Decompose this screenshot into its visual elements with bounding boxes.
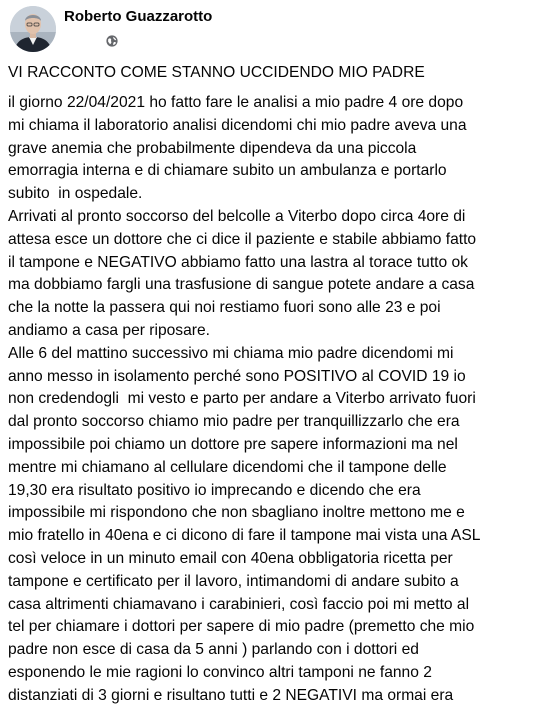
globe-icon: [106, 35, 118, 47]
post-text-line: mi chiama il laboratorio analisi dicendomi chi mio padre aveva una: [8, 116, 467, 134]
profile-photo: [10, 6, 56, 52]
post-text-line: il tampone e NEGATIVO abbiamo fatto una lastra al torace tutto ok: [8, 253, 468, 271]
post-text-line: emorragia interna e di chiamare subito un ambulanza e portarlo: [8, 162, 447, 180]
post-text-line: dal pronto soccorso chiamo mio padre per tranquillizzarlo che era: [8, 413, 460, 431]
post-text-line: non credendogli mi vesto e parto per andare a Viterbo arrivato fuori: [8, 390, 476, 408]
post-text-line: 19,30 era risultato positivo io imprecando e dicendo che era: [8, 481, 421, 499]
post-text-line: che la notte la passera qui noi restiamo fuori sono alle 23 e poi: [8, 299, 441, 317]
author-name[interactable]: Roberto Guazzarotto: [64, 8, 213, 25]
post-privacy: [106, 34, 118, 52]
post-text-line: mentre mi chiamano al cellulare dicendomi che il tampone delle: [8, 458, 447, 476]
post-text-line: andiamo a casa per riposare.: [8, 321, 210, 339]
post-text-line: casa altrimenti chiamavano i carabinieri, così faccio poi mi metto al: [8, 595, 470, 613]
post-text-line: padre non esce di casa da 5 anni ) parlando con i dottori ed: [8, 641, 419, 659]
post-text-line: mio fratello in 40ena e ci dicono di fare il tampone mai vista una ASL: [8, 527, 481, 545]
post-text-line: attesa esce un dottore che ci dice il paziente e stabile abbiamo fatto: [8, 230, 477, 248]
post-header: [8, 4, 538, 54]
post-text-line: così veloce in un minuto email con 40ena obbligatoria ricetta per: [8, 549, 453, 567]
post-text-line: subito in ospedale.: [8, 185, 143, 203]
post-text-line: grave anemia che probabilmente dipendeva da una piccola: [8, 139, 417, 157]
post-text-line: Alle 6 del mattino successivo mi chiama mio padre dicendomi mi: [8, 344, 454, 362]
post-title: VI RACCONTO COME STANNO UCCIDENDO MIO PADRE: [8, 64, 425, 81]
post-text-line: Arrivati al pronto soccorso del belcolle a Viterbo dopo circa 4ore di: [8, 207, 466, 225]
post-text-line: il giorno 22/04/2021 ho fatto fare le analisi a mio padre 4 ore dopo: [8, 94, 464, 111]
post-text-line: tel per chiamare i dottori per sapere di mio padre (premetto che mio: [8, 618, 475, 636]
post-text-line: impossibile mi rispondono che non sbagliano inoltre mettono me e: [8, 504, 465, 522]
post-text-line: impossibile poi chiamo un dottore pre sapere informazioni ma nel: [8, 435, 458, 453]
post-text-line: tampone e certificato per il lavoro, intimandomi di andare subito a: [8, 572, 459, 590]
post-text-line: ma dobbiamo fargli una trasfusione di sangue potete andare a casa: [8, 276, 475, 294]
post-body: [8, 92, 548, 708]
post-text-line: esponendo le mie ragioni lo convinco altri tamponi ne fanno 2: [8, 663, 432, 681]
avatar[interactable]: [10, 6, 56, 52]
post-text-line: anno messo in isolamento perché sono POSITIVO al COVID 19 io: [8, 367, 466, 385]
post-text-line: distanziati di 3 giorni e risultano tutti e 2 NEGATIVI ma ormai era: [8, 686, 454, 704]
